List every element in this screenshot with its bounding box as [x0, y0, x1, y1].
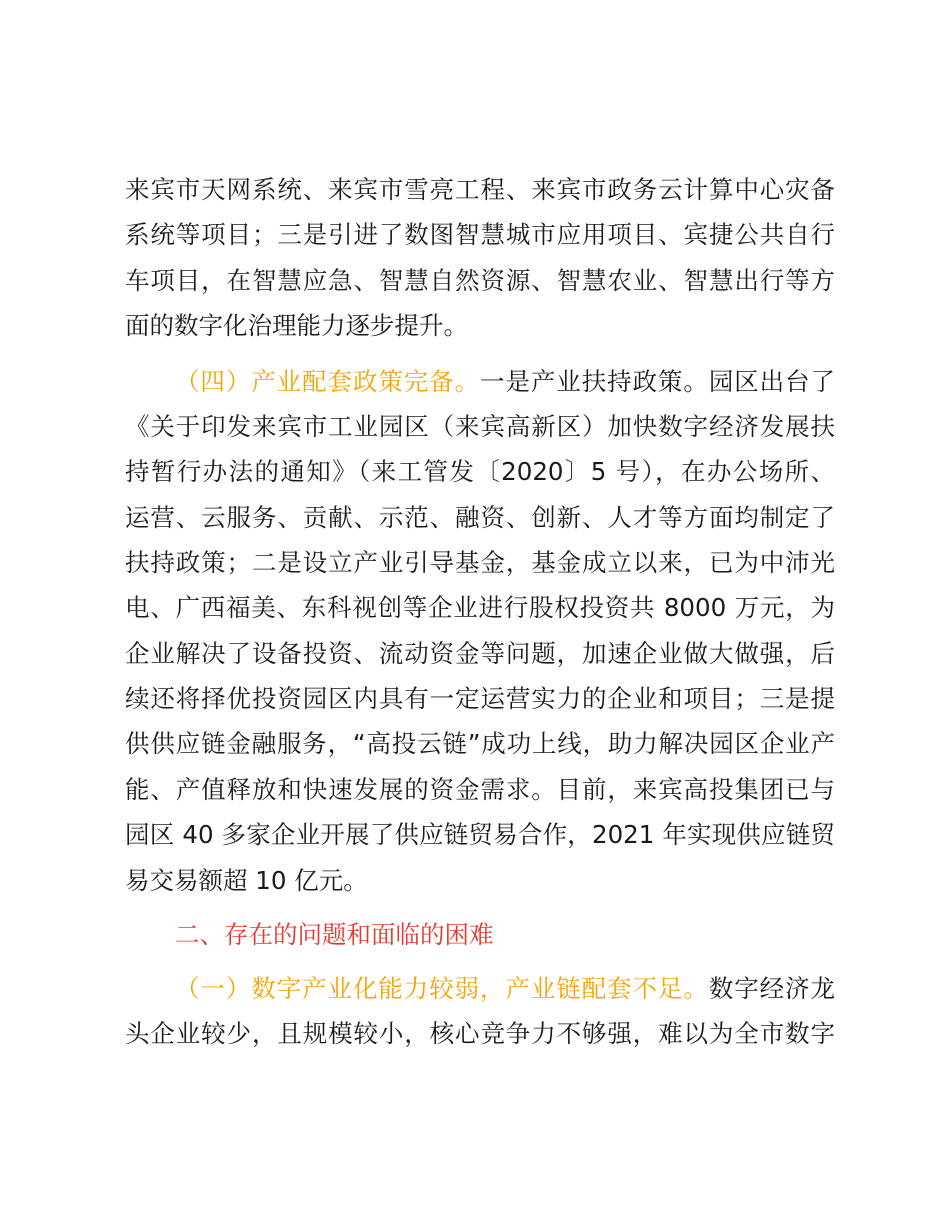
paragraph-1-line-1: 来宾市天网系统、来宾市雪亮工程、来宾市政务云计算中心灾备	[125, 175, 835, 204]
paragraph-1-line-4: 面的数字化治理能力逐步提升。	[125, 311, 468, 340]
paragraph-3-line-2: 头企业较少，且规模较小，核心竞争力不够强，难以为全市数字	[125, 1019, 835, 1048]
paragraph-2-line-8: 续还将择优投资园区内具有一定运营实力的企业和项目；三是提	[125, 684, 835, 713]
paragraph-2-line-12: 易交易额超 10 亿元。	[125, 866, 368, 895]
paragraph-1-line-3: 车项目，在智慧应急、智慧自然资源、智慧农业、智慧出行等方	[125, 266, 835, 295]
paragraph-2-line-3: 持暂行办法的通知》（来工管发〔2020〕5 号），在办公场所、	[125, 457, 835, 486]
paragraph-2-line-10: 能、产值释放和快速发展的资金需求。目前，来宾高投集团已与	[125, 775, 835, 804]
paragraph-2-heading: （四）产业配套政策完备。	[175, 367, 481, 396]
paragraph-3-line-1	[175, 974, 835, 1004]
paragraph-2-line-1	[175, 367, 835, 397]
paragraph-3-heading: （一）数字产业化能力较弱，产业链配套不足。	[175, 974, 709, 1003]
paragraph-1-line-2: 系统等项目；三是引进了数图智慧城市应用项目、宾捷公共自行	[125, 220, 835, 249]
paragraph-2-line-7: 企业解决了设备投资、流动资金等问题，加速企业做大做强，后	[125, 639, 835, 668]
paragraph-2-line-6: 电、广西福美、东科视创等企业进行股权投资共 8000 万元，为	[125, 593, 835, 622]
paragraph-2-line-11: 园区 40 多家企业开展了供应链贸易合作，2021 年实现供应链贸	[125, 820, 835, 849]
paragraph-2-line-4: 运营、云服务、贡献、示范、融资、创新、人才等方面均制定了	[125, 503, 835, 532]
section-heading: 二、存在的问题和面临的困难	[175, 920, 494, 949]
paragraph-2-line-9: 供供应链金融服务，“高投云链”成功上线，助力解决园区企业产	[125, 729, 835, 758]
paragraph-2-first-line-rest: 一是产业扶持政策。园区出台了	[480, 367, 836, 396]
paragraph-2-line-5: 扶持政策；二是设立产业引导基金，基金成立以来，已为中沛光	[125, 548, 835, 577]
paragraph-2-line-2: 《关于印发来宾市工业园区（来宾高新区）加快数字经济发展扶	[125, 412, 835, 441]
paragraph-3-first-line-rest: 数字经济龙	[708, 974, 836, 1003]
